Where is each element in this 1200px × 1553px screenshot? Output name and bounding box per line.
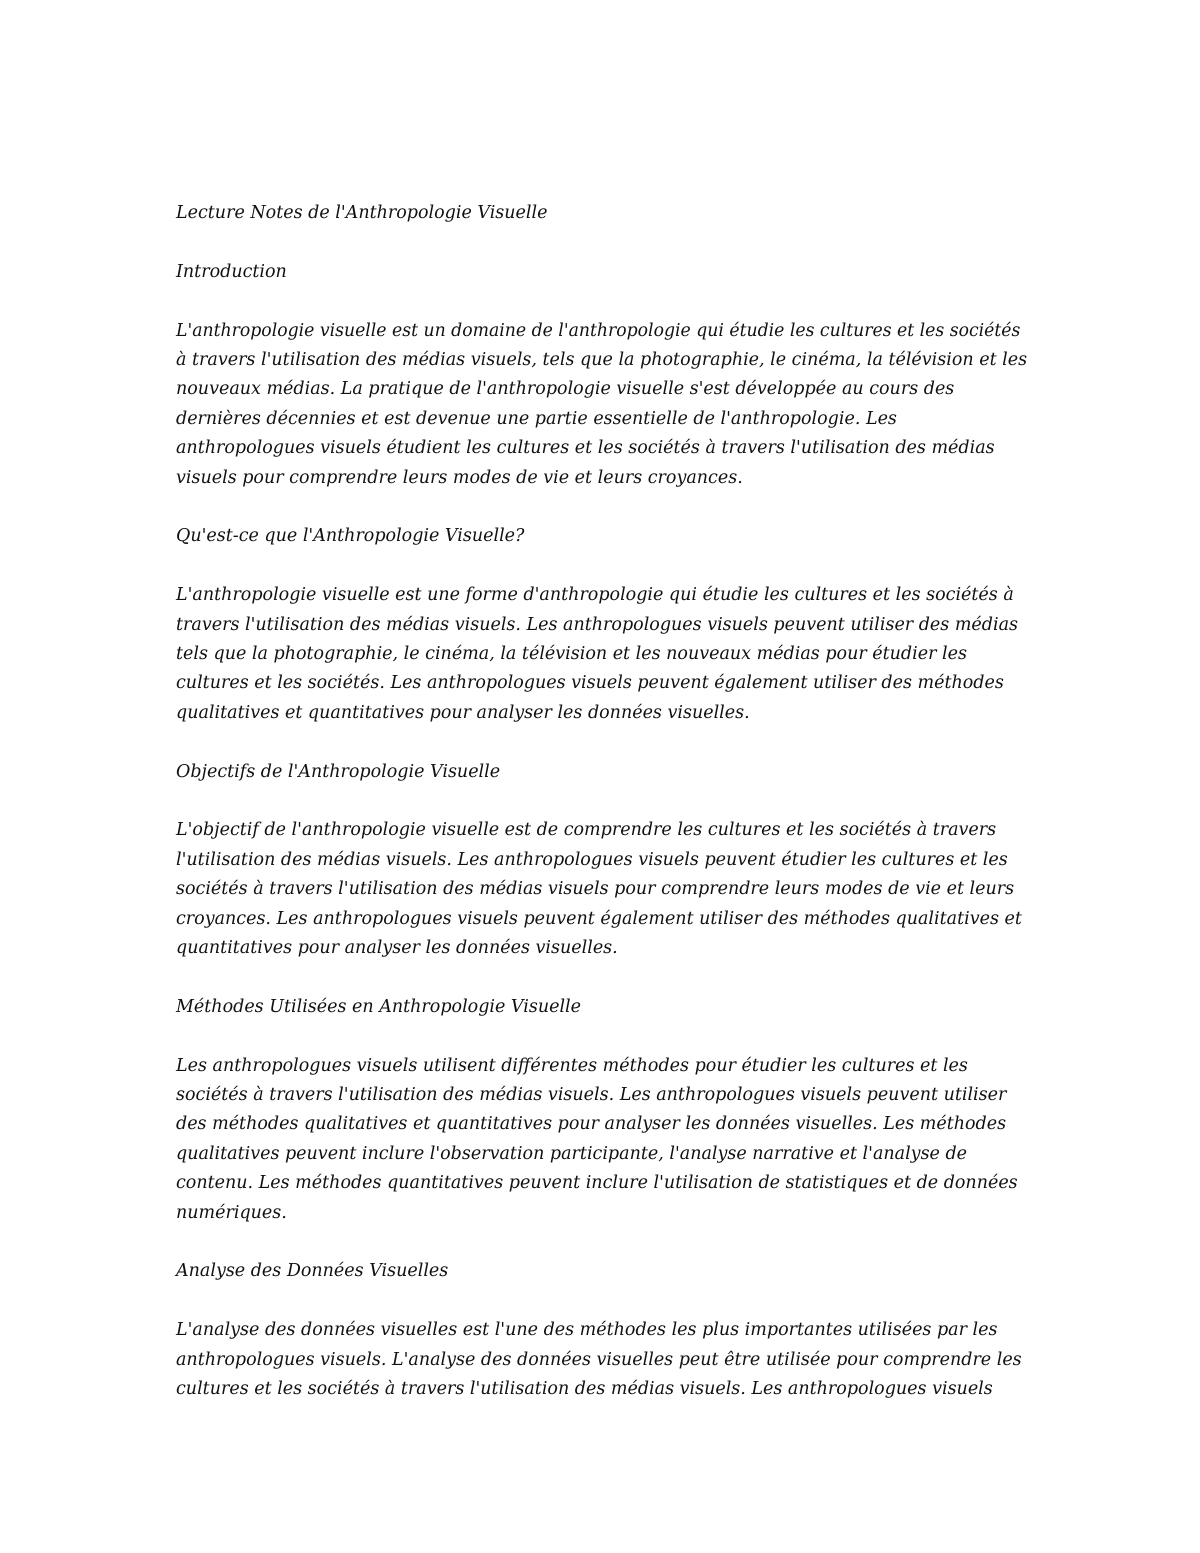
section-heading-objectives: Objectifs de l'Anthropologie Visuelle bbox=[176, 761, 501, 782]
section-paragraph-definition bbox=[176, 581, 1032, 728]
document-title: Lecture Notes de l'Anthropologie Visuelle bbox=[176, 203, 548, 223]
paragraph-line: visuels pour comprendre leurs modes de vie et leurs croyances. bbox=[176, 467, 743, 488]
section-heading-methods: Méthodes Utilisées en Anthropologie Visuelle bbox=[176, 996, 582, 1017]
paragraph-line: nouveaux médias. La pratique de l'anthropologie visuelle s'est développée au cours des bbox=[176, 379, 955, 400]
section-heading-definition: Qu'est-ce que l'Anthropologie Visuelle? bbox=[176, 526, 525, 547]
paragraph-line: contenu. Les méthodes quantitatives peuvent inclure l'utilisation de statistiques et de données bbox=[176, 1173, 1018, 1194]
paragraph-line: L'anthropologie visuelle est un domaine de l'anthropologie qui étudie les cultures et les sociétés bbox=[176, 320, 1021, 341]
paragraph-line: tels que la photographie, le cinéma, la télévision et les nouveaux médias pour étudier les bbox=[176, 644, 967, 665]
section-paragraph-data-analysis bbox=[176, 1316, 1032, 1404]
paragraph-line: à travers l'utilisation des médias visuels, tels que la photographie, le cinéma, la télévision et les bbox=[176, 350, 1028, 370]
paragraph-line: cultures et les sociétés. Les anthropologues visuels peuvent également utiliser des méthodes bbox=[176, 673, 1004, 694]
paragraph-line: travers l'utilisation des médias visuels. Les anthropologues visuels peuvent utiliser des médias bbox=[176, 614, 1018, 635]
paragraph-line: dernières décennies et est devenue une partie essentielle de l'anthropologie. Les bbox=[176, 408, 897, 429]
section-paragraph-objectives bbox=[176, 816, 1032, 963]
section-paragraph-methods bbox=[176, 1052, 1032, 1228]
section-heading-data-analysis: Analyse des Données Visuelles bbox=[176, 1261, 449, 1282]
paragraph-line: L'objectif de l'anthropologie visuelle est de comprendre les cultures et les sociétés à travers bbox=[176, 820, 997, 841]
paragraph-line: Les anthropologues visuels utilisent différentes méthodes pour étudier les cultures et les bbox=[176, 1055, 968, 1076]
paragraph-line: anthropologues visuels étudient les cultures et les sociétés à travers l'utilisation des médias bbox=[176, 438, 995, 459]
paragraph-line: qualitatives peuvent inclure l'observation participante, l'analyse narrative et l'analyse de bbox=[176, 1143, 968, 1164]
paragraph-line: numériques. bbox=[176, 1202, 287, 1223]
paragraph-line: cultures et les sociétés à travers l'utilisation des médias visuels. Les anthropologues visuels bbox=[176, 1379, 993, 1400]
paragraph-line: sociétés à travers l'utilisation des médias visuels pour comprendre leurs modes de vie et leurs bbox=[176, 879, 1015, 900]
paragraph-line: des méthodes qualitatives et quantitatives pour analyser les données visuelles. Les méthodes bbox=[176, 1114, 1007, 1135]
paragraph-line: quantitatives pour analyser les données visuelles. bbox=[176, 938, 618, 959]
paragraph-line: qualitatives et quantitatives pour analyser les données visuelles. bbox=[176, 702, 750, 723]
paragraph-line: L'analyse des données visuelles est l'une des méthodes les plus importantes utilisées par les bbox=[176, 1320, 998, 1341]
paragraph-line: sociétés à travers l'utilisation des médias visuels. Les anthropologues visuels peuvent utiliser bbox=[176, 1085, 1007, 1106]
section-heading-introduction: Introduction bbox=[176, 261, 287, 282]
section-paragraph-introduction bbox=[176, 317, 1032, 493]
paragraph-line: anthropologues visuels. L'analyse des données visuelles peut être utilisée pour comprendre les bbox=[176, 1349, 1022, 1370]
document-body bbox=[176, 199, 1032, 1434]
paragraph-line: croyances. Les anthropologues visuels peuvent également utiliser des méthodes qualitatives et bbox=[176, 908, 1022, 929]
paragraph-line: L'anthropologie visuelle est une forme d'anthropologie qui étudie les cultures et les sociétés à bbox=[176, 585, 1014, 606]
paragraph-line: l'utilisation des médias visuels. Les anthropologues visuels peuvent étudier les cultures et les bbox=[176, 849, 1008, 870]
